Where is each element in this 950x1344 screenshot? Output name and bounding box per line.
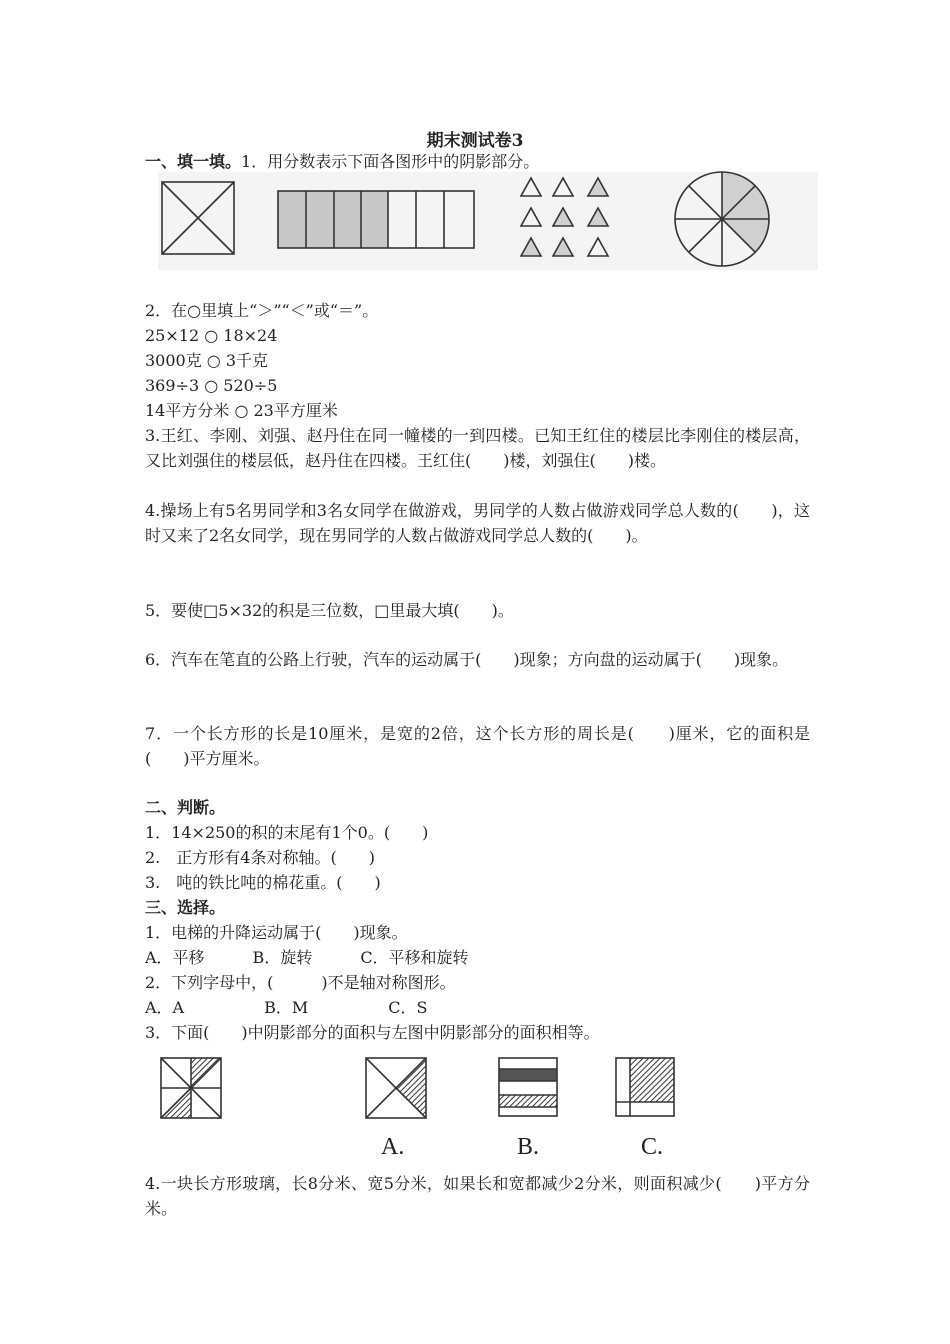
choice-q2: 2．下列字母中，( )不是轴对称图形。 bbox=[145, 973, 456, 992]
section1-q7: 7．一个长方形的长是10厘米，是宽的2倍，这个长方形的周长是( )厘米，它的面积是( )平方厘米。 bbox=[145, 724, 810, 768]
q3-figures bbox=[0, 1050, 950, 1160]
judge-item-3: 3. 吨的铁比吨的棉花重。( ) bbox=[145, 873, 381, 892]
compare-item-2: 3000克 ○ 3千克 bbox=[145, 351, 269, 370]
section1-q1: 1．用分数表示下面各图形中的阴影部分。 bbox=[241, 152, 540, 171]
compare-item-4: 14平方分米 ○ 23平方厘米 bbox=[145, 401, 338, 420]
option-b-figure bbox=[499, 1058, 557, 1116]
option-a-figure bbox=[366, 1058, 426, 1118]
section1-q5: 5．要使□5×32的积是三位数，□里最大填( )。 bbox=[145, 601, 514, 620]
compare-item-3: 369÷3 ○ 520÷5 bbox=[145, 376, 278, 395]
compare-item-1: 25×12 ○ 18×24 bbox=[145, 326, 278, 345]
option-a-label: A. bbox=[381, 1134, 405, 1160]
reference-figure bbox=[161, 1058, 221, 1118]
circle-figure bbox=[675, 172, 769, 266]
choice-q1: 1．电梯的升降运动属于( )现象。 bbox=[145, 923, 408, 942]
section1-q4: 4.操场上有5名男同学和3名女同学在做游戏，男同学的人数占做游戏同学总人数的( )，这时又来了2名女同学，现在男同学的人数占做游戏同学总人数的( )。 bbox=[145, 501, 810, 545]
section1-q3: 3.王红、李刚、刘强、赵丹住在同一幢楼的一到四楼。已知王红住的楼层比李刚住的楼层高，又比刘强住的楼层低，赵丹住在四楼。王红住( )楼，刘强住( )楼。 bbox=[145, 426, 810, 470]
section1-q2-prompt: 2．在○里填上“＞”“＜”或“＝”。 bbox=[145, 301, 379, 320]
section1-q6: 6．汽车在笔直的公路上行驶，汽车的运动属于( )现象；方向盘的运动属于( )现象。 bbox=[145, 650, 789, 669]
section3-heading: 三、选择。 bbox=[145, 898, 226, 917]
strip-rectangle-figure bbox=[278, 191, 474, 248]
section1-heading: 一、填一填。 bbox=[145, 152, 242, 171]
option-c-figure bbox=[616, 1058, 674, 1116]
option-c-label: C. bbox=[641, 1134, 664, 1160]
judge-item-1: 1．14×250的积的末尾有1个0。( ) bbox=[145, 823, 429, 842]
choice-q1-options: A．平移 B．旋转 C．平移和旋转 bbox=[145, 948, 469, 967]
choice-q2-options: A．A B．M C．S bbox=[145, 998, 428, 1017]
section2-heading: 二、判断。 bbox=[145, 798, 226, 817]
q1-figures bbox=[0, 170, 950, 290]
option-b-label: B. bbox=[517, 1134, 540, 1160]
choice-q3: 3．下面( )中阴影部分的面积与左图中阴影部分的面积相等。 bbox=[145, 1023, 600, 1042]
choice-q4: 4.一块长方形玻璃，长8分米、宽5分米，如果长和宽都减少2分米，则面积减少( )平方分米。 bbox=[145, 1174, 810, 1218]
page-title: 期末测试卷3 bbox=[426, 131, 524, 151]
judge-item-2: 2. 正方形有4条对称轴。( ) bbox=[145, 848, 375, 867]
